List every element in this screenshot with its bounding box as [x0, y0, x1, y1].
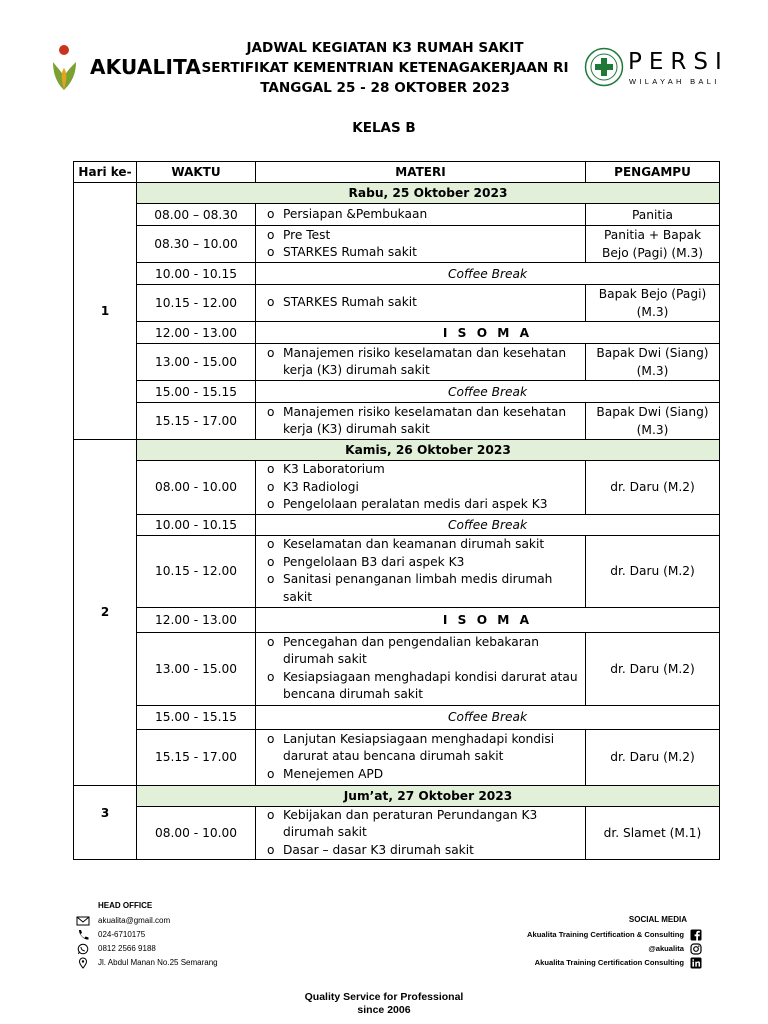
- day-number: 3: [74, 785, 137, 860]
- list-item: o Menejemen APD: [259, 766, 582, 784]
- list-item: o STARKES Rumah sakit: [259, 294, 582, 312]
- title-line: JADWAL KEGIATAN K3 RUMAH SAKIT: [246, 40, 524, 56]
- list-item: o Manajemen risiko keselamatan dan kesehatan kerja (K3) dirumah sakit: [259, 345, 582, 380]
- time-cell: 15.15 - 17.00: [137, 403, 256, 440]
- whatsapp-icon: [76, 943, 90, 955]
- list-item: o K3 Laboratorium: [259, 461, 582, 479]
- table-row: [74, 322, 720, 344]
- pengampu-cell: dr. Daru (M.2): [586, 632, 720, 705]
- whatsapp-text: 0812 2566 9188: [98, 944, 156, 953]
- linkedin-text: Akualita Training Certification Consulting: [534, 958, 684, 967]
- social-media-title: SOCIAL MEDIA: [628, 915, 687, 924]
- day-number: 1: [74, 183, 137, 440]
- table-row: [74, 729, 720, 785]
- list-item: o Kesiapsiagaan menghadapi kondisi darurat atau bencana dirumah sakit: [259, 669, 582, 704]
- tagline-line: Quality Service for Professional: [304, 991, 464, 1003]
- table-header-row: [74, 162, 720, 183]
- persi-region: WILAYAH BALI: [629, 77, 720, 86]
- day-number: 2: [74, 440, 137, 786]
- pengampu-cell: Panitia: [586, 204, 720, 226]
- time-cell: 15.00 - 15.15: [137, 705, 256, 729]
- brand-name: AKUALITA: [90, 55, 202, 79]
- phone-icon: [76, 929, 90, 941]
- pengampu-cell: dr. Slamet (M.1): [586, 806, 720, 860]
- head-office-title: HEAD OFFICE: [98, 901, 153, 910]
- pengampu-cell: dr. Daru (M.2): [586, 461, 720, 515]
- date-row: [74, 183, 720, 204]
- table-row: [74, 381, 720, 403]
- pengampu-cell: Bapak Dwi (Siang) (M.3): [586, 344, 720, 381]
- materi-cell: [256, 344, 586, 381]
- list-item: o Sanitasi penanganan limbah medis dirumah sakit: [259, 571, 582, 606]
- time-cell: 10.15 - 12.00: [137, 535, 256, 607]
- list-item: o Pre Test: [259, 227, 582, 245]
- list-item: o Pencegahan dan pengendalian kebakaran dirumah sakit: [259, 634, 582, 669]
- list-item: o K3 Radiologi: [259, 479, 582, 497]
- table-row: [74, 607, 720, 632]
- time-cell: 15.00 - 15.15: [137, 381, 256, 403]
- time-cell: 15.15 - 17.00: [137, 729, 256, 785]
- coffee-break-label: Coffee Break: [256, 514, 720, 535]
- table-row: [74, 263, 720, 285]
- list-item: o STARKES Rumah sakit: [259, 244, 582, 262]
- title-line: SERTIFIKAT KEMENTRIAN KETENAGAKERJAAN RI: [201, 60, 569, 76]
- date-label: Rabu, 25 Oktober 2023: [137, 183, 720, 204]
- materi-cell: [256, 806, 586, 860]
- tagline: [0, 991, 768, 1017]
- facebook-text: Akualita Training Certification & Consulting: [527, 930, 684, 939]
- persi-name: PERSI: [628, 49, 729, 75]
- coffee-break-label: Coffee Break: [256, 381, 720, 403]
- akualita-logo: [50, 44, 200, 94]
- list-item: o Dasar – dasar K3 dirumah sakit: [259, 842, 582, 860]
- materi-cell: [256, 632, 586, 705]
- schedule-table: [73, 161, 720, 860]
- pengampu-cell: Panitia + Bapak Bejo (Pagi) (M.3): [586, 226, 720, 263]
- time-cell: 13.00 - 15.00: [137, 344, 256, 381]
- isoma-label: I S O M A: [256, 607, 720, 632]
- phone-text: 024-6710175: [98, 930, 146, 939]
- table-row: [74, 535, 720, 607]
- table-row: [74, 632, 720, 705]
- document-title: [190, 38, 580, 98]
- column-header: Hari ke-: [74, 162, 137, 183]
- table-row: [74, 806, 720, 860]
- date-row: [74, 785, 720, 806]
- time-cell: 08.00 - 10.00: [137, 806, 256, 860]
- time-cell: 08.00 - 10.00: [137, 461, 256, 515]
- table-row: [74, 204, 720, 226]
- table-row: [74, 285, 720, 322]
- date-label: Jum’at, 27 Oktober 2023: [137, 785, 720, 806]
- list-item: o Pengelolaan peralatan medis dari aspek K3: [259, 496, 582, 514]
- time-cell: 08.00 – 08.30: [137, 204, 256, 226]
- time-cell: 08.30 – 10.00: [137, 226, 256, 263]
- time-cell: 12.00 - 13.00: [137, 322, 256, 344]
- table-row: [74, 705, 720, 729]
- time-cell: 10.00 - 10.15: [137, 263, 256, 285]
- pengampu-cell: Bapak Dwi (Siang) (M.3): [586, 403, 720, 440]
- persi-seal-icon: [584, 47, 624, 87]
- list-item: o Persiapan &Pembukaan: [259, 206, 582, 224]
- akualita-mark-icon: [50, 44, 82, 94]
- materi-cell: [256, 204, 586, 226]
- facebook-icon: [690, 929, 702, 941]
- pengampu-cell: dr. Daru (M.2): [586, 535, 720, 607]
- materi-cell: [256, 403, 586, 440]
- instagram-text: @akualita: [648, 944, 684, 953]
- class-heading: KELAS B: [352, 120, 416, 136]
- table-row: [74, 226, 720, 263]
- list-item: o Keselamatan dan keamanan dirumah sakit: [259, 536, 582, 554]
- table-row: [74, 344, 720, 381]
- table-row: [74, 403, 720, 440]
- title-line: TANGGAL 25 - 28 OKTOBER 2023: [260, 80, 510, 96]
- time-cell: 12.00 - 13.00: [137, 607, 256, 632]
- materi-cell: [256, 729, 586, 785]
- date-label: Kamis, 26 Oktober 2023: [137, 440, 720, 461]
- pengampu-cell: Bapak Bejo (Pagi) (M.3): [586, 285, 720, 322]
- column-header: PENGAMPU: [586, 162, 720, 183]
- list-item: o Pengelolaan B3 dari aspek K3: [259, 554, 582, 572]
- list-item: o Lanjutan Kesiapsiagaan menghadapi kondisi darurat atau bencana dirumah sakit: [259, 731, 582, 766]
- address-text: Jl. Abdul Manan No.25 Semarang: [98, 958, 218, 967]
- materi-cell: [256, 461, 586, 515]
- email-text: akualita@gmail.com: [98, 916, 171, 925]
- materi-cell: [256, 285, 586, 322]
- list-item: o Manajemen risiko keselamatan dan kesehatan kerja (K3) dirumah sakit: [259, 404, 582, 439]
- list-item: o Kebijakan dan peraturan Perundangan K3 dirumah sakit: [259, 807, 582, 842]
- time-cell: 10.00 - 10.15: [137, 514, 256, 535]
- envelope-icon: [76, 915, 90, 927]
- table-row: [74, 461, 720, 515]
- pengampu-cell: dr. Daru (M.2): [586, 729, 720, 785]
- coffee-break-label: Coffee Break: [256, 705, 720, 729]
- time-cell: 10.15 - 12.00: [137, 285, 256, 322]
- isoma-label: I S O M A: [256, 322, 720, 344]
- time-cell: 13.00 - 15.00: [137, 632, 256, 705]
- table-row: [74, 514, 720, 535]
- date-row: [74, 440, 720, 461]
- tagline-line: since 2006: [357, 1004, 411, 1016]
- instagram-icon: [690, 943, 702, 955]
- materi-cell: [256, 535, 586, 607]
- linkedin-icon: [690, 957, 702, 969]
- column-header: WAKTU: [137, 162, 256, 183]
- materi-cell: [256, 226, 586, 263]
- persi-logo: [584, 47, 734, 91]
- column-header: MATERI: [256, 162, 586, 183]
- location-pin-icon: [76, 957, 90, 969]
- coffee-break-label: Coffee Break: [256, 263, 720, 285]
